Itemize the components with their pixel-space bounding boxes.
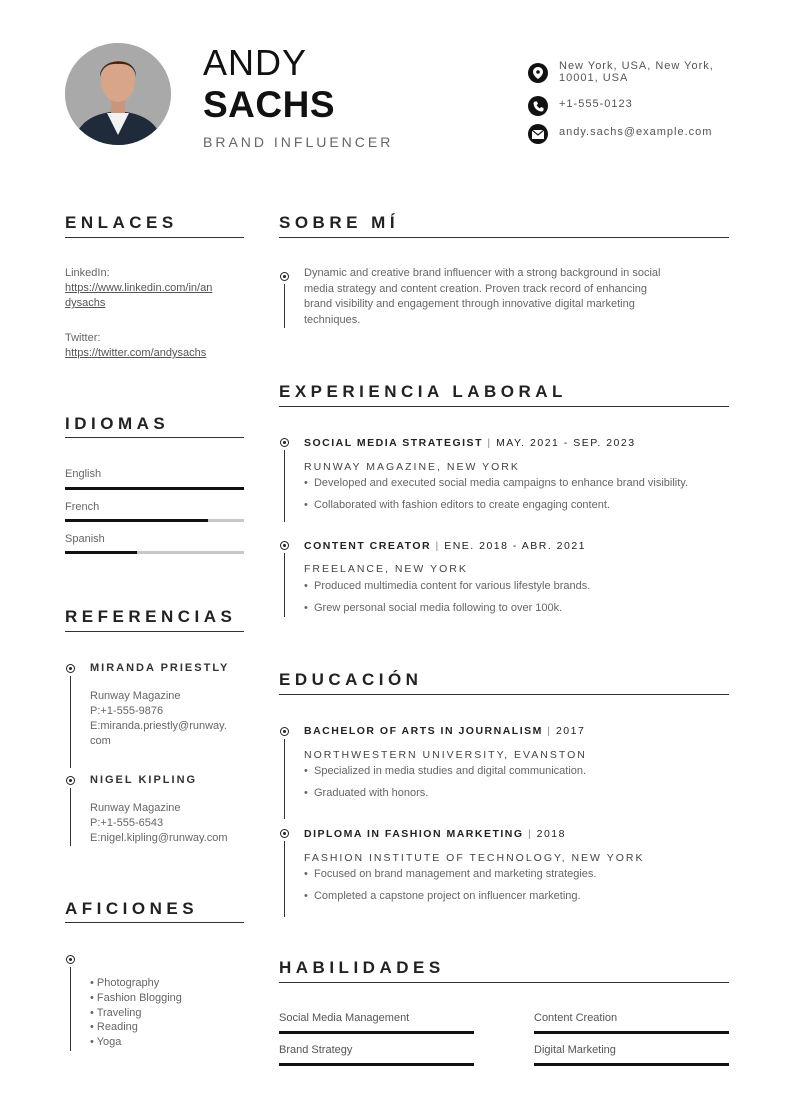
job-bullet: • Collaborated with fashion editors to create engaging content. [304, 499, 610, 511]
job-heading: SOCIAL MEDIA STRATEGIST | MAY. 2021 - SEP. 2023 [304, 437, 636, 449]
linkedin-label: LinkedIn: [65, 267, 110, 279]
section-title-education: EDUCACIÓN [279, 670, 423, 689]
section-title-references: REFERENCIAS [65, 607, 237, 626]
section-rule [279, 406, 729, 407]
section-title-about: SOBRE MÍ [279, 213, 400, 232]
reference-company: Runway Magazine [90, 690, 181, 702]
section-title-languages: IDIOMAS [65, 414, 170, 433]
education-bullet: • Graduated with honors. [304, 787, 429, 799]
first-name: ANDY [203, 42, 308, 83]
education-school: FASHION INSTITUTE OF TECHNOLOGY, NEW YORK [304, 852, 645, 864]
skill-bar [279, 1063, 474, 1066]
reference-email: E:nigel.kipling@runway.com [90, 832, 228, 844]
job-title: BRAND INFLUENCER [203, 134, 394, 150]
timeline-dot [280, 727, 289, 736]
education-bullet: • Specialized in media studies and digital communication. [304, 765, 587, 777]
language-name: English [65, 468, 102, 480]
section-rule [65, 237, 244, 238]
language-bar-fill [65, 519, 208, 522]
contact-phone: +1-555-0123 [559, 98, 633, 110]
timeline-dot [280, 438, 289, 447]
skill-bar [534, 1031, 729, 1034]
hobby-item: • Yoga [90, 1036, 122, 1048]
skill-name: Content Creation [534, 1012, 618, 1024]
skill-name: Social Media Management [279, 1012, 410, 1024]
education-school: NORTHWESTERN UNIVERSITY, EVANSTON [304, 749, 587, 761]
last-name: SACHS [203, 84, 336, 125]
language-bar-fill [65, 551, 137, 554]
timeline-line [70, 967, 71, 1051]
job-bullet: • Grew personal social media following to over 100k. [304, 602, 563, 614]
education-bullet: • Focused on brand management and marketing strategies. [304, 868, 597, 880]
section-rule [65, 922, 244, 923]
profile-photo [65, 43, 171, 145]
contact-address-line2: 10001, USA [559, 72, 629, 84]
skill-bar [279, 1031, 474, 1034]
timeline-line [284, 284, 285, 328]
section-rule [279, 694, 729, 695]
timeline-dot [66, 776, 75, 785]
language-name: Spanish [65, 533, 105, 545]
hobby-item: • Reading [90, 1021, 138, 1033]
timeline-line [284, 450, 285, 522]
section-rule [279, 237, 729, 238]
contact-address-line1: New York, USA, New York, [559, 60, 714, 72]
section-title-links: ENLACES [65, 213, 178, 232]
hobby-item: • Traveling [90, 1007, 142, 1019]
section-rule [279, 982, 729, 983]
location-pin-icon [528, 63, 548, 83]
education-heading: DIPLOMA IN FASHION MARKETING | 2018 [304, 828, 566, 840]
reference-email: E:miranda.priestly@runway. [90, 720, 227, 732]
timeline-line [284, 841, 285, 917]
twitter-label: Twitter: [65, 332, 101, 344]
about-text: Dynamic and creative brand influencer with a strong background in social media strategy and content creation. Proven track record of enhancing brand visibility and engagement through innovative digital marketing techniques. [304, 267, 661, 326]
timeline-dot [280, 829, 289, 838]
reference-phone: P:+1-555-9876 [90, 705, 164, 717]
job-company: FREELANCE, NEW YORK [304, 563, 468, 575]
job-heading: CONTENT CREATOR | ENE. 2018 - ABR. 2021 [304, 540, 587, 552]
timeline-line [70, 676, 71, 768]
timeline-line [284, 553, 285, 617]
job-bullet: • Developed and executed social media campaigns to enhance brand visibility. [304, 477, 689, 489]
section-title-experience: EXPERIENCIA LABORAL [279, 382, 567, 401]
timeline-dot [280, 272, 289, 281]
timeline-dot [66, 955, 75, 964]
language-bar-fill [65, 487, 244, 490]
education-bullet: • Completed a capstone project on influencer marketing. [304, 890, 581, 902]
timeline-line [284, 739, 285, 819]
reference-email-cont: com [90, 735, 111, 747]
reference-name: MIRANDA PRIESTLY [90, 662, 230, 674]
section-rule [65, 631, 244, 632]
envelope-icon [528, 124, 548, 144]
hobby-item: • Fashion Blogging [90, 992, 182, 1004]
hobby-item: • Photography [90, 977, 160, 989]
reference-name: NIGEL KIPLING [90, 774, 198, 786]
reference-phone: P:+1-555-6543 [90, 817, 164, 829]
timeline-dot [280, 541, 289, 550]
reference-company: Runway Magazine [90, 802, 181, 814]
linkedin-link[interactable]: https://www.linkedin.com/in/an dysachs [65, 282, 213, 309]
timeline-dot [66, 664, 75, 673]
skill-name: Digital Marketing [534, 1044, 616, 1056]
skill-bar [534, 1063, 729, 1066]
twitter-link[interactable]: https://twitter.com/andysachs [65, 347, 207, 359]
section-rule [65, 437, 244, 438]
job-company: RUNWAY MAGAZINE, NEW YORK [304, 461, 520, 473]
phone-icon [528, 96, 548, 116]
education-heading: BACHELOR OF ARTS IN JOURNALISM | 2017 [304, 725, 586, 737]
job-bullet: • Produced multimedia content for various lifestyle brands. [304, 580, 591, 592]
skill-name: Brand Strategy [279, 1044, 353, 1056]
timeline-line [70, 788, 71, 846]
section-title-skills: HABILIDADES [279, 958, 445, 977]
contact-email: andy.sachs@example.com [559, 126, 713, 138]
language-name: French [65, 501, 100, 513]
section-title-hobbies: AFICIONES [65, 899, 199, 918]
